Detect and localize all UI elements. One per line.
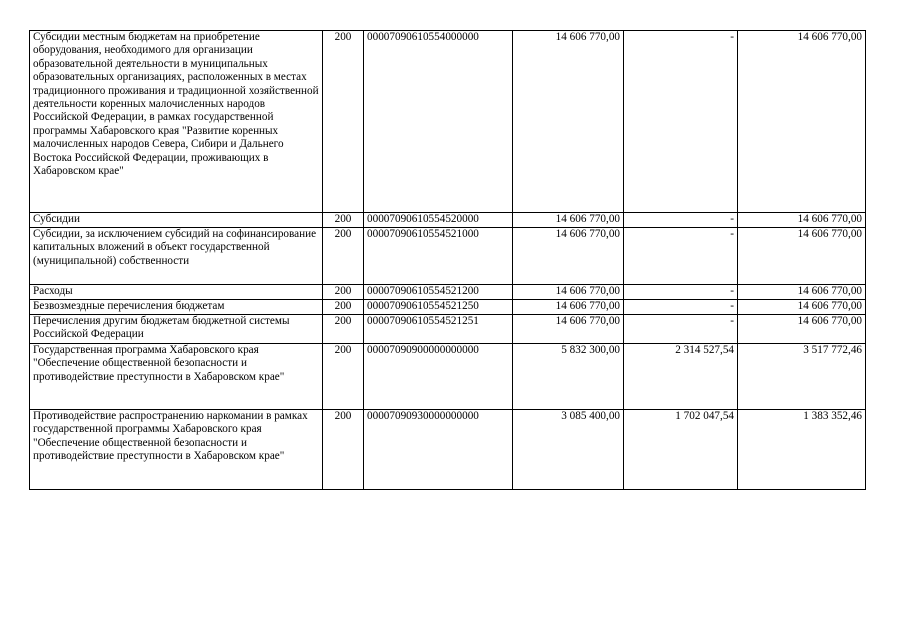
row-remaining-amount-cell: 14 606 770,00	[738, 31, 866, 213]
row-executed-amount-cell: 1 702 047,54	[624, 410, 738, 490]
row-approved-amount-cell: 14 606 770,00	[513, 300, 624, 315]
table-row	[30, 31, 866, 213]
row-name-cell: Расходы	[30, 285, 323, 300]
row-approved-amount-cell: 14 606 770,00	[513, 285, 624, 300]
row-remaining-amount-cell: 1 383 352,46	[738, 410, 866, 490]
row-line-code-cell: 200	[323, 344, 364, 410]
table-row	[30, 315, 866, 344]
row-executed-amount-cell: -	[624, 285, 738, 300]
row-executed-amount-cell: 2 314 527,54	[624, 344, 738, 410]
row-remaining-amount-cell: 14 606 770,00	[738, 315, 866, 344]
budget-execution-table	[29, 30, 866, 490]
row-approved-amount-cell: 14 606 770,00	[513, 31, 624, 213]
row-name-cell: Противодействие распространению наркомании в рамках государственной программы Хабаровского края "Обеспечение общественной безопасности и противодействие преступности в Хабаровском крае"	[30, 410, 323, 490]
table-row	[30, 213, 866, 228]
row-classification-code-cell: 00007090610554520000	[364, 213, 513, 228]
row-name-cell: Государственная программа Хабаровского края "Обеспечение общественной безопасности и противодействие преступности в Хабаровском крае"	[30, 344, 323, 410]
row-classification-code-cell: 00007090610554521250	[364, 300, 513, 315]
row-line-code-cell: 200	[323, 300, 364, 315]
row-name-cell: Субсидии, за исключением субсидий на софинансирование капитальных вложений в объект государственной (муниципальной) собственности	[30, 228, 323, 285]
row-line-code-cell: 200	[323, 315, 364, 344]
row-line-code-cell: 200	[323, 228, 364, 285]
row-remaining-amount-cell: 14 606 770,00	[738, 285, 866, 300]
row-executed-amount-cell: -	[624, 31, 738, 213]
row-classification-code-cell: 00007090610554521000	[364, 228, 513, 285]
row-line-code-cell: 200	[323, 285, 364, 300]
table-row	[30, 285, 866, 300]
row-approved-amount-cell: 14 606 770,00	[513, 315, 624, 344]
row-classification-code-cell: 00007090900000000000	[364, 344, 513, 410]
row-remaining-amount-cell: 14 606 770,00	[738, 213, 866, 228]
row-line-code-cell: 200	[323, 410, 364, 490]
row-line-code-cell: 200	[323, 213, 364, 228]
row-classification-code-cell: 00007090610554521251	[364, 315, 513, 344]
row-approved-amount-cell: 14 606 770,00	[513, 213, 624, 228]
row-remaining-amount-cell: 14 606 770,00	[738, 228, 866, 285]
row-remaining-amount-cell: 14 606 770,00	[738, 300, 866, 315]
row-name-cell: Перечисления другим бюджетам бюджетной системы Российской Федерации	[30, 315, 323, 344]
row-approved-amount-cell: 5 832 300,00	[513, 344, 624, 410]
row-name-cell: Безвозмездные перечисления бюджетам	[30, 300, 323, 315]
row-executed-amount-cell: -	[624, 213, 738, 228]
table-row	[30, 410, 866, 490]
row-executed-amount-cell: -	[624, 315, 738, 344]
row-classification-code-cell: 00007090930000000000	[364, 410, 513, 490]
row-approved-amount-cell: 14 606 770,00	[513, 228, 624, 285]
row-approved-amount-cell: 3 085 400,00	[513, 410, 624, 490]
table-row	[30, 228, 866, 285]
row-name-cell: Субсидии местным бюджетам на приобретение оборудования, необходимого для организации образовательной деятельности в муниципальных образовательных организациях, расположенных в местах традиционного проживания и традиционной хозяйственной деятельности коренных малочисленных народов Российской Федерации, в рамках государственной программы Хабаровского края "Развитие коренных малочисленных народов Севера, Сибири и Дальнего Востока Российской Федерации, проживающих в Хабаровском крае"	[30, 31, 323, 213]
row-classification-code-cell: 00007090610554000000	[364, 31, 513, 213]
table-row	[30, 344, 866, 410]
row-classification-code-cell: 00007090610554521200	[364, 285, 513, 300]
row-executed-amount-cell: -	[624, 300, 738, 315]
row-line-code-cell: 200	[323, 31, 364, 213]
row-executed-amount-cell: -	[624, 228, 738, 285]
row-name-cell: Субсидии	[30, 213, 323, 228]
table-row	[30, 300, 866, 315]
row-remaining-amount-cell: 3 517 772,46	[738, 344, 866, 410]
